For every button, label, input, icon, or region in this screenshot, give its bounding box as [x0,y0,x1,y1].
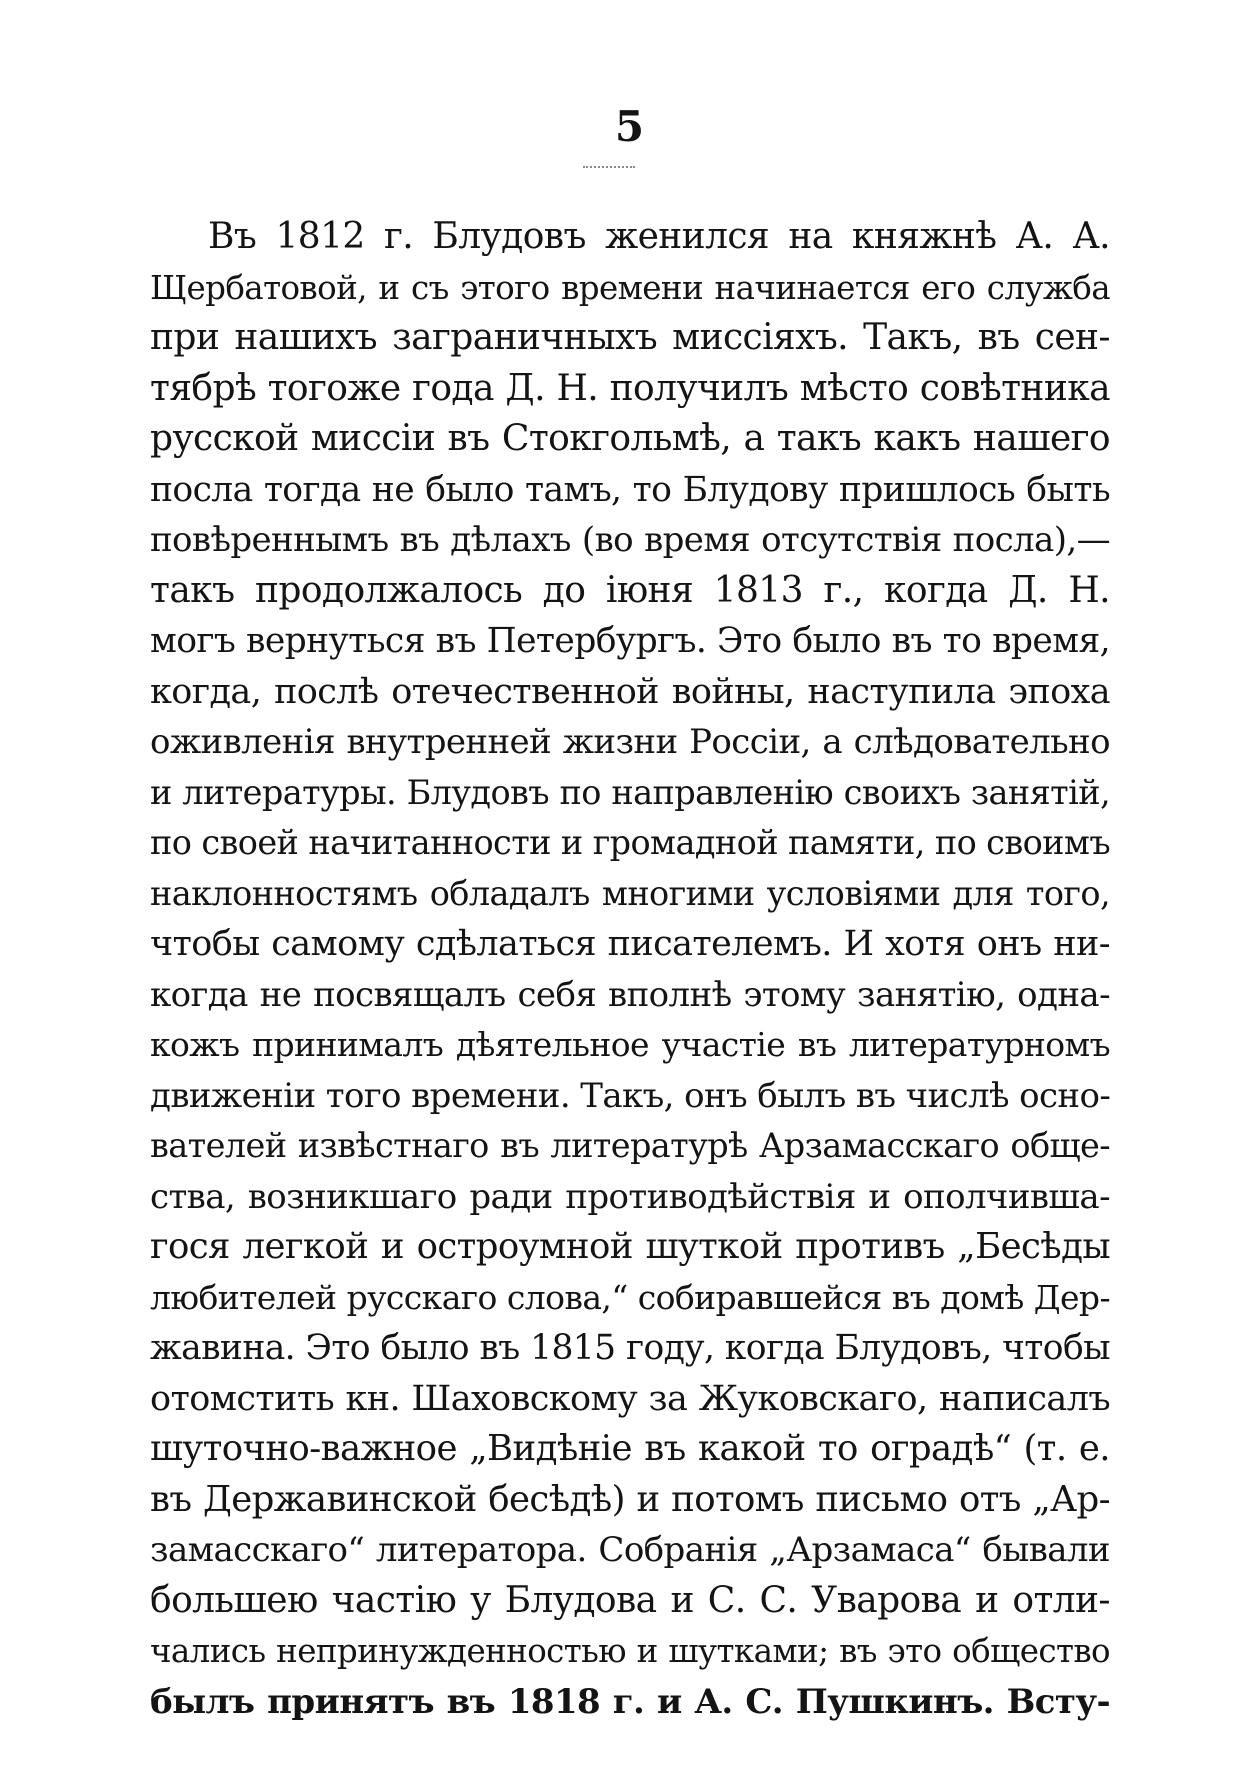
text-line: по своей начитанности и громадной памяти, по своимъ [150,823,1111,862]
text-line: любителей русскаго слова,“ собиравшейся въ домѣ Дер- [150,1277,1110,1317]
text-line: русской миссіи въ Стокгольмѣ, а такъ какъ нашего [150,418,1110,459]
text-line: Въ 1812 г. Блудовъ женился на княжнѣ А. А. [208,216,1110,257]
text-line: въ Державинской бесѣдѣ) и потомъ письмо отъ „Ар- [150,1478,1110,1520]
text-line: при нашихъ заграничныхъ миссіяхъ. Такъ, въ сен- [150,317,1110,358]
text-line: когда, послѣ отечественной войны, наступила эпоха [150,671,1110,712]
text-line: повѣреннымъ въ дѣлахъ (во время отсутствія посла),— [150,520,1110,560]
text-line: шуточно-важное „Видѣніе въ какой то оградѣ“ (т. е. [150,1428,1110,1469]
text-line: оживленія внутренней жизни Россіи, а слѣдовательно [150,722,1110,762]
text-line: тябрѣ тогоже года Д. Н. получилъ мѣсто совѣтника [150,367,1110,409]
text-line: чались непринужденностью и шутками; въ это общество [150,1632,1110,1670]
text-line: гося легкой и остроумной шуткой противъ „Бесѣды [150,1226,1110,1267]
text-line: наклонностямъ обладалъ многими условіями для того, [150,873,1110,913]
text-line: замасскаго“ литератора. Собранія „Арзамаса“ бывали [150,1530,1110,1570]
text-line: ства, возникшаго ради противодѣйствія и ополчивша- [150,1176,1110,1217]
page-number-underline [583,166,635,168]
text-line: когда не посвящалъ себя вполнѣ этому занятію, одна- [150,974,1110,1015]
text-line: могъ вернуться въ Петербургъ. Это было въ то время, [150,621,1110,661]
page-number: 5 [614,102,645,151]
body-text [150,212,1110,1727]
text-line: кожъ принималъ дѣятельное участіе въ литературномъ [150,1025,1110,1064]
text-line: отомстить кн. Шаховскому за Жуковскаго, написалъ [150,1378,1110,1419]
text-line: Щербатовой, и съ этого времени начинается его служба [150,268,1110,307]
text-line: большею частію у Блудова и С. С. Уварова и отли- [150,1579,1110,1621]
text-line: такъ продолжалось до іюня 1813 г., когда Д. Н. [150,569,1110,611]
text-line: чтобы самому сдѣлаться писателемъ. И хотя онъ ни- [150,924,1110,964]
text-line: посла тогда не было тамъ, то Блудову пришлось быть [150,469,1110,510]
text-line: движеніи того времени. Такъ, онъ былъ въ числѣ осно- [150,1075,1111,1116]
text-line: жавина. Это было въ 1815 году, когда Блудовъ, чтобы [150,1328,1110,1368]
text-line: былъ принятъ въ 1818 г. и А. С. Пушкинъ. Всту- [150,1681,1110,1722]
text-line: и литературы. Блудовъ по направленію своихъ занятій, [150,772,1110,812]
text-line: вателей извѣстнаго въ литературѣ Арзамасскаго обще- [150,1126,1110,1165]
